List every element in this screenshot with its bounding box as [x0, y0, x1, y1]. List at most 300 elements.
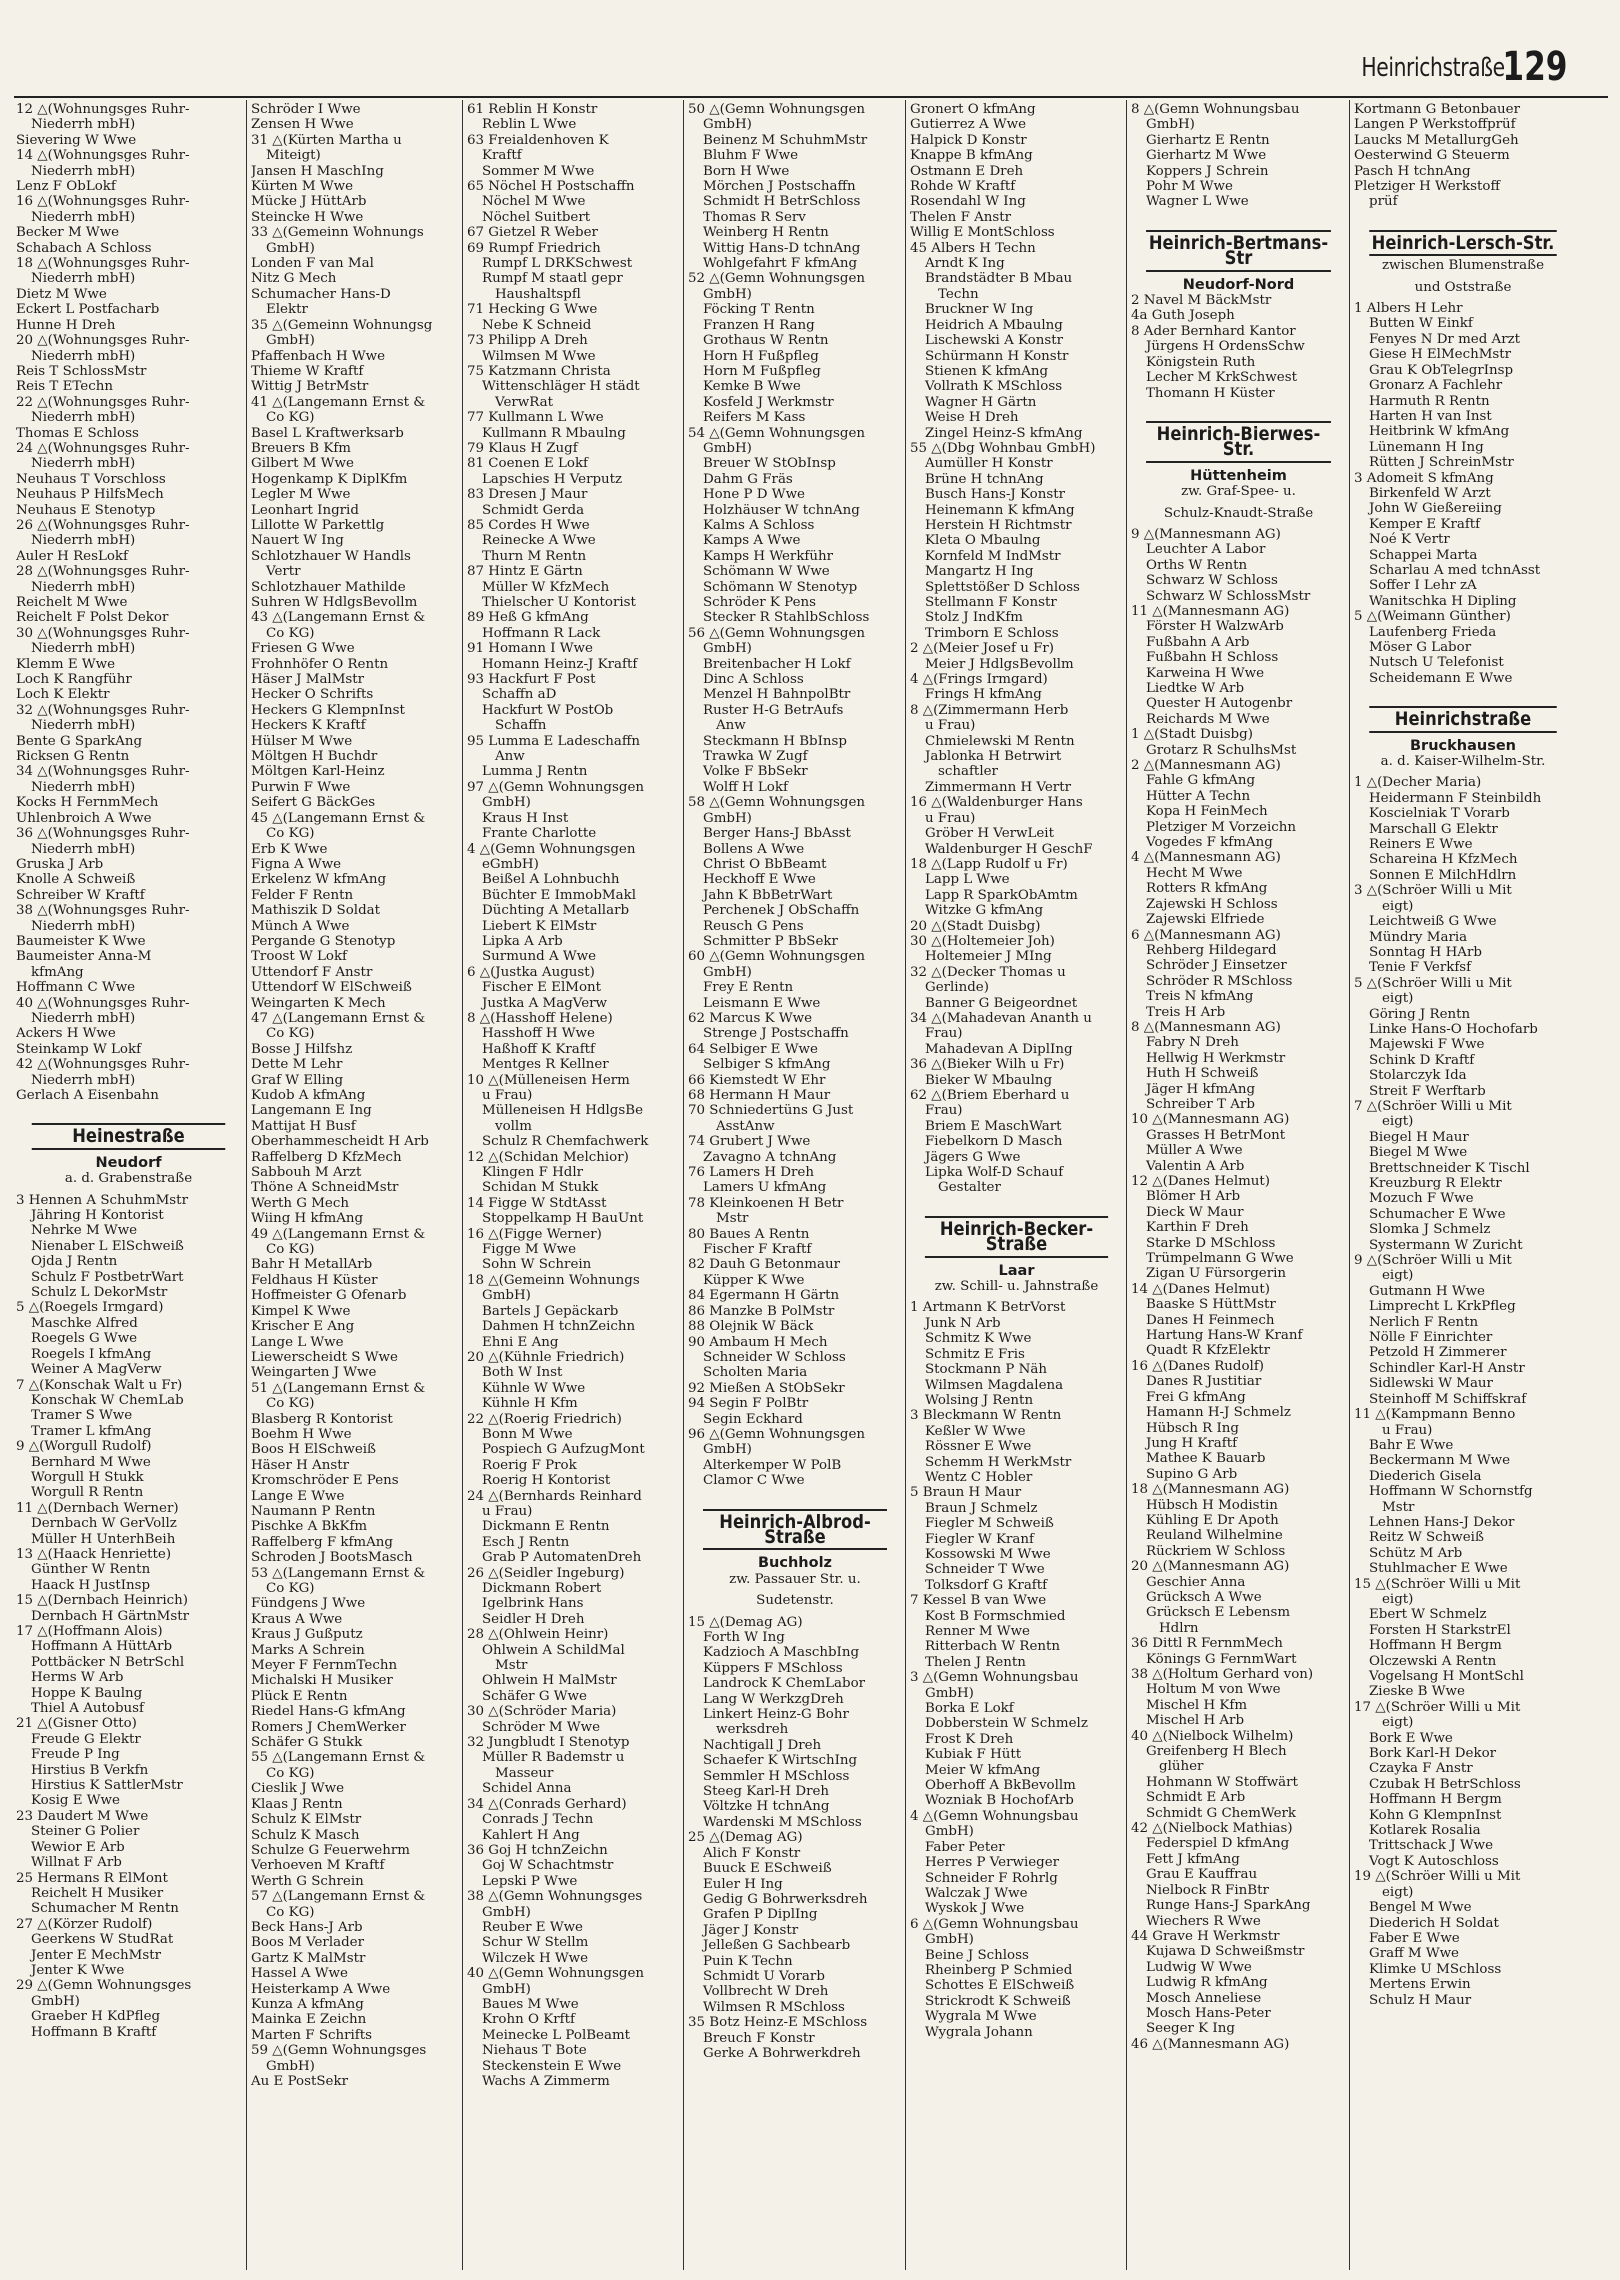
listing-entry: Werth G Schrein [251, 1873, 364, 1889]
listing-entry: Friesen G Wwe [251, 641, 355, 657]
street-heading: Heinrich-Lersch-Str. [1369, 230, 1556, 256]
listing-entry: 18 △(Mannesmann AG) [1131, 1482, 1290, 1498]
listing-entry: Wittig Hans-D tchnAng [703, 240, 861, 256]
listing-entry: GmbH) [266, 2058, 315, 2074]
street-location: und Oststraße [1414, 279, 1512, 295]
listing-entry: Pasch H tchnAng [1354, 163, 1471, 179]
listing-entry: Kost B Formschmied [925, 1608, 1066, 1624]
listing-entry: GmbH) [925, 1824, 974, 1840]
listing-entry: Meyer F FernmTechn [251, 1658, 398, 1674]
listing-entry: Neuhaus E Stenotyp [16, 502, 156, 518]
listing-entry: Zavagno A tchnAng [703, 1149, 837, 1165]
listing-entry: Petzold H Zimmerer [1369, 1345, 1507, 1361]
listing-entry: Walczak J Wwe [925, 1885, 1028, 1901]
listing-entry: Möltgen Karl-Heinz [251, 764, 385, 780]
listing-entry: Witzke G kfmAng [925, 903, 1044, 919]
listing-entry: 21 △(Gisner Otto) [16, 1716, 137, 1732]
directory-column-4 [688, 102, 902, 2262]
listing-entry: 8 △(Mannesmann AG) [1131, 1019, 1281, 1035]
listing-entry: Vogelsang H MontSchl [1369, 1669, 1524, 1684]
listing-entry: 5 △(Roegels Irmgard) [16, 1300, 164, 1316]
listing-entry: Kadzioch A MaschbIng [703, 1645, 860, 1661]
listing-entry: Gierhartz M Wwe [1146, 148, 1267, 164]
listing-entry: Zingel Heinz-S kfmAng [925, 425, 1083, 441]
listing-entry: Puin K Techn [703, 1953, 793, 1969]
listing-entry: 24 △(Wohnungsges Ruhr- [16, 440, 190, 456]
listing-entry: 43 △(Langemann Ernst & [251, 610, 426, 626]
listing-entry: Scheidemann E Wwe [1369, 670, 1513, 686]
listing-entry: Ohlwein A SchildMal [482, 1642, 625, 1658]
listing-entry: Küppers F MSchloss [703, 1660, 843, 1676]
page-number: 129 [1501, 44, 1567, 90]
listing-entry: Rössner E Wwe [925, 1439, 1032, 1455]
listing-entry: 3 Adomeit S kfmAng [1354, 470, 1494, 486]
column-divider [1126, 100, 1127, 2270]
listing-entry: Dobberstein W Schmelz [925, 1716, 1088, 1732]
listing-entry: Hecht M Wwe [1146, 865, 1243, 881]
listing-entry: Reichelt F Polst Dekor [16, 610, 169, 626]
listing-entry: Könings G FernmWart [1146, 1651, 1297, 1667]
listing-entry: 38 △(Wohnungsges Ruhr- [16, 903, 190, 919]
listing-entry: Grafen P DiplIng [703, 1907, 818, 1923]
listing-entry: 85 Cordes H Wwe [467, 517, 590, 533]
listing-entry: Grau E Kauffrau [1146, 1867, 1258, 1883]
listing-entry: Figna A Wwe [251, 856, 342, 872]
listing-entry: Hoppe K Baulng [31, 1685, 143, 1701]
listing-entry: Hackfurt W PostOb [482, 702, 614, 718]
header-rule [14, 96, 1608, 98]
listing-entry: GmbH) [266, 333, 315, 349]
listing-entry: 63 Freialdenhoven K [467, 132, 609, 148]
street-location: zw. Graf-Spee- u. [1181, 484, 1296, 500]
listing-entry: Beinenz M SchuhmMstr [703, 132, 868, 148]
listing-entry: Hoffmann R Lack [482, 625, 601, 641]
listing-entry: Danes R Justitiar [1146, 1374, 1262, 1390]
listing-entry: Jürgens H OrdensSchw [1146, 339, 1305, 355]
listing-entry: eigt) [1382, 1715, 1414, 1731]
listing-entry: Kraus A Wwe [251, 1611, 343, 1627]
listing-entry: Brettschneider K Tischl [1369, 1160, 1530, 1176]
listing-entry: Schulz R Chemfachwerk [482, 1134, 649, 1150]
listing-entry: Gutmann H Wwe [1369, 1283, 1485, 1299]
listing-entry: Frau) [925, 1026, 963, 1042]
listing-entry: Rohde W Kraftf [910, 179, 1016, 195]
listing-entry: 36 Dittl R FernmMech [1131, 1636, 1283, 1652]
listing-entry: 15 △(Dernbach Heinrich) [16, 1593, 188, 1609]
district-name: Laar [998, 1262, 1035, 1279]
listing-entry: 34 △(Mahadevan Ananth u [910, 1010, 1092, 1026]
listing-entry: Frante Charlotte [482, 826, 597, 842]
running-head: Heinrichstraße [1361, 53, 1505, 83]
listing-entry: Horn H Fußpfleg [703, 348, 819, 364]
listing-entry: Grasses H BetrMont [1146, 1127, 1286, 1143]
listing-entry: Linke Hans-O Hochofarb [1369, 1021, 1538, 1037]
listing-entry: Rumpf L DRKSchwest [482, 256, 633, 272]
listing-entry: Freude G Elektr [31, 1731, 141, 1747]
listing-entry: Fiebelkorn D Masch [925, 1134, 1063, 1150]
listing-entry: Lang W WerkzgDreh [703, 1691, 844, 1707]
listing-entry: Mstr [495, 1658, 528, 1674]
listing-entry: Lapp R SparkObAmtm [925, 887, 1078, 903]
listing-entry: Baues M Wwe [482, 1996, 579, 2012]
listing-entry: Geerkens W StudRat [31, 1932, 174, 1948]
listing-entry: Frost K Dreh [925, 1731, 1014, 1747]
listing-entry: Mstr [716, 1211, 749, 1227]
listing-entry: Dickmann E Rentn [482, 1519, 610, 1535]
listing-entry: Segin Eckhard [703, 1411, 803, 1427]
listing-entry: Kromschröder E Pens [251, 1473, 399, 1489]
listing-entry: GmbH) [482, 1904, 531, 1920]
listing-entry: Eckert L Postfacharb [16, 302, 160, 318]
listing-entry: Christ O BbBeamt [703, 856, 827, 872]
listing-entry: Jäger J Konstr [703, 1922, 799, 1938]
listing-entry: Co KG) [266, 1904, 315, 1920]
listing-entry: Waldenburger H GeschF [925, 841, 1093, 857]
listing-entry: GmbH) [266, 240, 315, 256]
listing-entry: 20 △(Mannesmann AG) [1131, 1559, 1290, 1575]
listing-entry: Mosch Anneliese [1146, 1990, 1262, 2006]
listing-entry: Thomas E Schloss [16, 425, 139, 441]
listing-entry: Heckers K Kraftf [251, 718, 366, 734]
listing-entry: Schneider F Rohrlg [925, 1870, 1058, 1886]
listing-entry: Hirstius K SattlerMstr [31, 1778, 183, 1794]
listing-entry: Dietz M Wwe [16, 286, 107, 302]
listing-entry: Sabbouh M Arzt [251, 1165, 362, 1181]
listing-entry: 16 △(Waldenburger Hans [910, 795, 1083, 811]
listing-entry: Jelleßen G Sachbearb [703, 1938, 851, 1954]
listing-entry: Tramer L kfmAng [31, 1423, 152, 1439]
listing-entry: Bollens A Wwe [703, 841, 805, 857]
listing-entry: 95 Lumma E Ladeschaffn [467, 733, 640, 749]
listing-entry: Harten H van Inst [1369, 408, 1492, 424]
listing-entry: Breuch F Konstr [703, 2030, 815, 2046]
listing-entry: Linkert Heinz-G Bohr [703, 1707, 849, 1723]
listing-entry: Thomas R Serv [703, 209, 806, 225]
listing-entry: 96 △(Gemn Wohnungsgen [688, 1426, 865, 1442]
listing-entry: Euler H Ing [703, 1876, 783, 1892]
listing-entry: Kopa H FeinMech [1146, 804, 1268, 820]
listing-entry: Schmidt E Arb [1146, 1790, 1246, 1806]
listing-entry: Both W Inst [482, 1365, 563, 1381]
listing-entry: Hellwig H Werkmstr [1146, 1050, 1286, 1066]
listing-entry: Frings H kfmAng [925, 687, 1042, 703]
listing-entry: 18 △(Lapp Rudolf u Fr) [910, 856, 1068, 872]
listing-entry: Greifenberg H Blech [1146, 1744, 1287, 1760]
listing-entry: Sommer M Wwe [482, 163, 595, 179]
listing-entry: Bork E Wwe [1369, 1730, 1453, 1746]
listing-entry: Lecher M KrkSchwest [1146, 370, 1297, 386]
listing-entry: GmbH) [925, 1932, 974, 1948]
listing-entry: Roegels I kfmAng [31, 1346, 152, 1362]
listing-entry: 77 Kullmann L Wwe [467, 410, 604, 426]
listing-entry: Schaffn aD [482, 687, 557, 703]
listing-entry: Weingarten K Mech [251, 995, 386, 1011]
listing-entry: Wyskok J Wwe [925, 1901, 1025, 1917]
listing-entry: Co KG) [266, 410, 315, 426]
listing-entry: Hdlrn [1159, 1620, 1199, 1636]
listing-entry: Pohr M Wwe [1146, 179, 1233, 195]
listing-entry: Thiel A Autobusf [31, 1701, 144, 1717]
listing-entry: Lapschies H Verputz [482, 471, 623, 487]
listing-entry: Verhoeven M Kraftf [251, 1858, 385, 1874]
listing-entry: Raffelberg F kfmAng [251, 1534, 394, 1550]
listing-entry: Dahm G Fräs [703, 471, 793, 487]
listing-entry: Wozniak B HochofArb [925, 1793, 1074, 1809]
listing-entry: Kühnle W Wwe [482, 1380, 586, 1396]
listing-entry: 88 Olejnik W Bäck [688, 1319, 814, 1335]
listing-entry: Junk N Arb [925, 1315, 1001, 1331]
listing-entry: 22 △(Wohnungsges Ruhr- [16, 394, 190, 410]
listing-entry: Nachtigall J Dreh [703, 1737, 822, 1753]
listing-entry: Lipka A Arb [482, 933, 563, 949]
listing-entry: Romers J ChemWerker [251, 1719, 406, 1735]
listing-entry: Ohlwein H MalMstr [482, 1673, 617, 1689]
listing-entry: Müller A Wwe [1146, 1143, 1243, 1159]
listing-entry: 4a Guth Joseph [1131, 308, 1235, 324]
listing-entry: 14 △(Danes Helmut) [1131, 1281, 1271, 1297]
listing-entry: Riedel Hans-G kfmAng [251, 1704, 406, 1720]
listing-entry: Kohn G KlempnInst [1369, 1807, 1502, 1823]
listing-entry: Mücke J HüttArb [251, 194, 367, 210]
listing-entry: Erkelenz W kfmAng [251, 872, 387, 888]
listing-entry: Worgull H Stukk [31, 1469, 144, 1485]
listing-entry: Fischer E ElMont [482, 980, 602, 996]
listing-entry: 16 △(Wohnungsges Ruhr- [16, 194, 190, 210]
listing-entry: VerwRat [495, 394, 553, 410]
listing-entry: 61 Reblin H Konstr [467, 102, 598, 117]
listing-entry: Laucks M MetallurgGeh [1354, 132, 1519, 148]
listing-entry: Fußbahn A Arb [1146, 634, 1250, 650]
listing-entry: Schröder I Wwe [251, 102, 361, 117]
listing-entry: Fündgens J Wwe [251, 1596, 366, 1612]
listing-entry: Alterkemper W PolB [703, 1457, 842, 1473]
listing-entry: Holtum M von Wwe [1146, 1682, 1281, 1698]
listing-entry: Zajewski H Schloss [1146, 896, 1278, 912]
listing-entry: Wentz C Hobler [925, 1469, 1033, 1485]
listing-entry: Miteigt) [266, 148, 321, 164]
listing-entry: Rotters R kfmAng [1146, 881, 1268, 897]
listing-entry: 4 △(Frings Irmgard) [910, 672, 1048, 688]
listing-entry: Landrock K ChemLabor [703, 1676, 866, 1692]
listing-entry: Fischer F Kraftf [703, 1242, 812, 1258]
listing-entry: Tenie F Verkfsf [1369, 960, 1472, 976]
listing-entry: Reichards M Wwe [1146, 711, 1270, 727]
listing-entry: Faber Peter [925, 1839, 1005, 1855]
listing-entry: Wagner H Gärtn [925, 394, 1037, 410]
listing-entry: Lipka Wolf-D Schauf [925, 1165, 1064, 1181]
listing-entry: Hülser M Wwe [251, 733, 353, 749]
listing-entry: Schmidt G ChemWerk [1146, 1805, 1297, 1821]
listing-entry: Karthin F Dreh [1146, 1220, 1249, 1236]
listing-entry: 65 Nöchel H Postschaffn [467, 179, 635, 195]
listing-entry: Wittenschläger H städt [482, 379, 640, 395]
listing-entry: Zigan U Fürsorgerin [1146, 1266, 1287, 1282]
listing-entry: Heinemann K kfmAng [925, 502, 1075, 518]
listing-entry: Niederrh mbH) [31, 641, 136, 657]
listing-entry: prüf [1369, 194, 1398, 210]
listing-entry: Kujawa D Schweißmstr [1146, 1944, 1305, 1960]
listing-entry: Mstr [1382, 1499, 1415, 1515]
listing-entry: Mörchen J Postschaffn [703, 179, 856, 195]
listing-entry: Fahle G kfmAng [1146, 773, 1256, 789]
listing-entry: Willig E MontSchloss [910, 225, 1055, 241]
listing-entry: Raffelberg D KfzMech [251, 1149, 402, 1165]
listing-entry: Zimmermann H Vertr [925, 779, 1071, 795]
listing-entry: u Frau) [482, 1503, 533, 1519]
listing-entry: u Frau) [1382, 1422, 1433, 1438]
listing-entry: Au E PostSekr [251, 2074, 348, 2089]
listing-entry: Niederrh mbH) [31, 209, 136, 225]
listing-entry: 2 Navel M BäckMstr [1131, 293, 1272, 309]
listing-entry: Co KG) [266, 1581, 315, 1596]
listing-entry: 15 △(Demag AG) [688, 1614, 803, 1630]
listing-entry: Rückriem W Schloss [1146, 1543, 1286, 1559]
listing-entry: Schwarz W SchlossMstr [1146, 588, 1311, 604]
listing-entry: Schlotzhauer Mathilde [251, 579, 406, 595]
listing-entry: Seifert G BäckGes [251, 795, 376, 811]
listing-entry: Wagner L Wwe [1146, 194, 1249, 210]
listing-entry: Olczewski A Rentn [1369, 1653, 1497, 1669]
listing-entry: Schumacher Hans-D [251, 286, 391, 302]
listing-entry: Lamers U kfmAng [703, 1180, 827, 1196]
listing-entry: Niederrh mbH) [31, 456, 136, 472]
listing-entry: 1 △(Stadt Duisbg) [1131, 727, 1253, 743]
listing-entry: Schreiber W Kraftf [16, 887, 145, 903]
column-divider [905, 100, 906, 2270]
listing-entry: Karweina H Wwe [1146, 665, 1265, 681]
listing-entry: Schulze G Feuerwehrm [251, 1842, 410, 1858]
listing-entry: Bonn M Wwe [482, 1426, 573, 1442]
listing-entry: Ackers H Wwe [16, 1026, 116, 1042]
listing-entry: 28 △(Ohlwein Heinr) [467, 1627, 609, 1643]
listing-entry: Niehaus T Bote [482, 2043, 587, 2059]
listing-entry: 34 △(Wohnungsges Ruhr- [16, 764, 190, 780]
listing-entry: Kemper E Kraftf [1369, 516, 1481, 532]
listing-entry: GmbH) [703, 1442, 752, 1458]
listing-entry: Leichtweiß G Wwe [1369, 914, 1497, 930]
listing-entry: Mentges R Kellner [482, 1057, 609, 1073]
listing-entry: Igelbrink Hans [482, 1596, 584, 1612]
listing-entry: Horn M Fußpfleg [703, 363, 821, 379]
listing-entry: Heidrich A Mbaulng [925, 317, 1063, 333]
listing-entry: Nehrke M Wwe [31, 1223, 138, 1239]
listing-entry: GmbH) [703, 440, 752, 456]
listing-entry: Schmidt H BetrSchloss [703, 194, 861, 210]
listing-entry: Mainka E Zeichn [251, 2012, 367, 2028]
listing-entry: Dickmann Robert [482, 1581, 602, 1596]
listing-entry: Volke F BbSekr [703, 764, 808, 780]
listing-entry: Strenge J Postschaffn [703, 1026, 849, 1042]
listing-entry: Aumüller H Konstr [925, 456, 1053, 472]
listing-entry: Loch K Rangführ [16, 672, 132, 688]
listing-entry: Majewski F Wwe [1369, 1037, 1485, 1053]
listing-entry: Auler H ResLokf [16, 548, 128, 564]
listing-entry: Nutsch U Telefonist [1369, 655, 1504, 671]
listing-entry: Mangartz H Ing [925, 564, 1034, 580]
listing-entry: 70 Schniedertüns G Just [688, 1103, 854, 1119]
listing-entry: Hirstius B Verkfn [31, 1762, 149, 1778]
listing-entry: Nerlich F Rentn [1369, 1314, 1479, 1330]
listing-entry: Lehnen Hans-J Dekor [1369, 1514, 1515, 1530]
listing-entry: Baumeister K Wwe [16, 933, 146, 949]
listing-entry: GmbH) [703, 964, 752, 980]
district-name: Hüttenheim [1190, 467, 1287, 484]
listing-entry: Stockmann P Näh [925, 1362, 1048, 1378]
listing-entry: 91 Homann I Wwe [467, 641, 593, 657]
listing-entry: Ritterbach W Rentn [925, 1639, 1061, 1655]
listing-entry: Rheinberg P Schmied [925, 1962, 1073, 1978]
listing-entry: Boos M Verlader [251, 1935, 364, 1951]
listing-entry: Kemke B Wwe [703, 379, 801, 395]
listing-entry: Zajewski Elfriede [1146, 912, 1265, 928]
listing-entry: Sidlewski W Maur [1369, 1376, 1493, 1392]
listing-entry: Lünemann H Ing [1369, 439, 1484, 455]
listing-entry: Fiegler W Kranf [925, 1531, 1034, 1547]
listing-entry: Mattijat H Busf [251, 1118, 356, 1134]
listing-entry: Wanitschka H Dipling [1369, 593, 1517, 609]
listing-entry: Masseur [495, 1765, 554, 1781]
listing-entry: 18 △(Gemeinn Wohnungs [467, 1272, 640, 1288]
listing-entry: Hoffmann W Schornstfg [1369, 1484, 1533, 1500]
listing-entry: Schütz M Arb [1369, 1545, 1463, 1561]
listing-entry: 15 △(Schröer Willi u Mit [1354, 1576, 1521, 1592]
listing-entry: Hoffmann A HüttArb [31, 1639, 173, 1655]
listing-entry: Biegel H Maur [1369, 1129, 1469, 1145]
listing-entry: GmbH) [31, 1993, 80, 2009]
listing-entry: Roerig F Prok [482, 1457, 577, 1473]
listing-entry: GmbH) [482, 1981, 531, 1997]
listing-entry: Konschak W ChemLab [31, 1392, 184, 1408]
listing-entry: Busch Hans-J Konstr [925, 487, 1066, 503]
listing-entry: 9 △(Schröer Willi u Mit [1354, 1253, 1512, 1269]
listing-entry: Niederrh mbH) [31, 348, 136, 364]
listing-entry: Brandstädter B Mbau [925, 271, 1073, 287]
listing-entry: Koscielniak T Vorarb [1369, 806, 1510, 822]
listing-entry: Marschall G Elektr [1369, 821, 1498, 837]
listing-entry: Kosfeld J Werkmstr [703, 394, 834, 410]
listing-entry: 8 Ader Bernhard Kantor [1131, 323, 1296, 339]
listing-entry: 12 △(Wohnungsges Ruhr- [16, 102, 190, 117]
listing-entry: Bartels J Gepäckarb [482, 1303, 619, 1319]
directory-column-7 [1354, 102, 1572, 2262]
listing-entry: Valentin A Arb [1146, 1158, 1245, 1174]
listing-entry: eigt) [1382, 1268, 1414, 1284]
listing-entry: 8 △(Hasshoff Helene) [467, 1010, 613, 1026]
listing-entry: 11 △(Kampmann Benno [1354, 1407, 1516, 1423]
listing-entry: Büchter E ImmobMakl [482, 887, 636, 903]
listing-entry: Forsten H StarkstrEl [1369, 1622, 1511, 1638]
listing-entry: Fett J kfmAng [1146, 1851, 1240, 1867]
listing-entry: Thomann H Küster [1146, 385, 1275, 401]
listing-entry: Kleta O Mbaulng [925, 533, 1041, 549]
listing-entry: Bahr E Wwe [1369, 1437, 1454, 1453]
listing-entry: Kotlarek Rosalia [1369, 1823, 1481, 1839]
listing-entry: Schidan M Stukk [482, 1180, 599, 1196]
column-divider [462, 100, 463, 2270]
listing-entry: Figge M Wwe [482, 1242, 577, 1258]
listing-entry: Reis T ETechn [16, 379, 113, 395]
listing-entry: Schäfer G Stukk [251, 1735, 363, 1751]
listing-entry: Schareina H KfzMech [1369, 852, 1518, 868]
listing-entry: Kühling E Dr Apoth [1146, 1512, 1279, 1528]
listing-entry: Schneider T Wwe [925, 1562, 1045, 1578]
listing-entry: 40 △(Nielbock Wilhelm) [1131, 1728, 1294, 1744]
listing-entry: 9 △(Worgull Rudolf) [16, 1439, 152, 1455]
listing-entry: Basel L Kraftwerksarb [251, 425, 404, 441]
listing-entry: Freude P Ing [31, 1747, 120, 1763]
listing-entry: 35 △(Gemeinn Wohnungsg [251, 317, 433, 333]
listing-entry: Reuber E Wwe [482, 1919, 583, 1935]
